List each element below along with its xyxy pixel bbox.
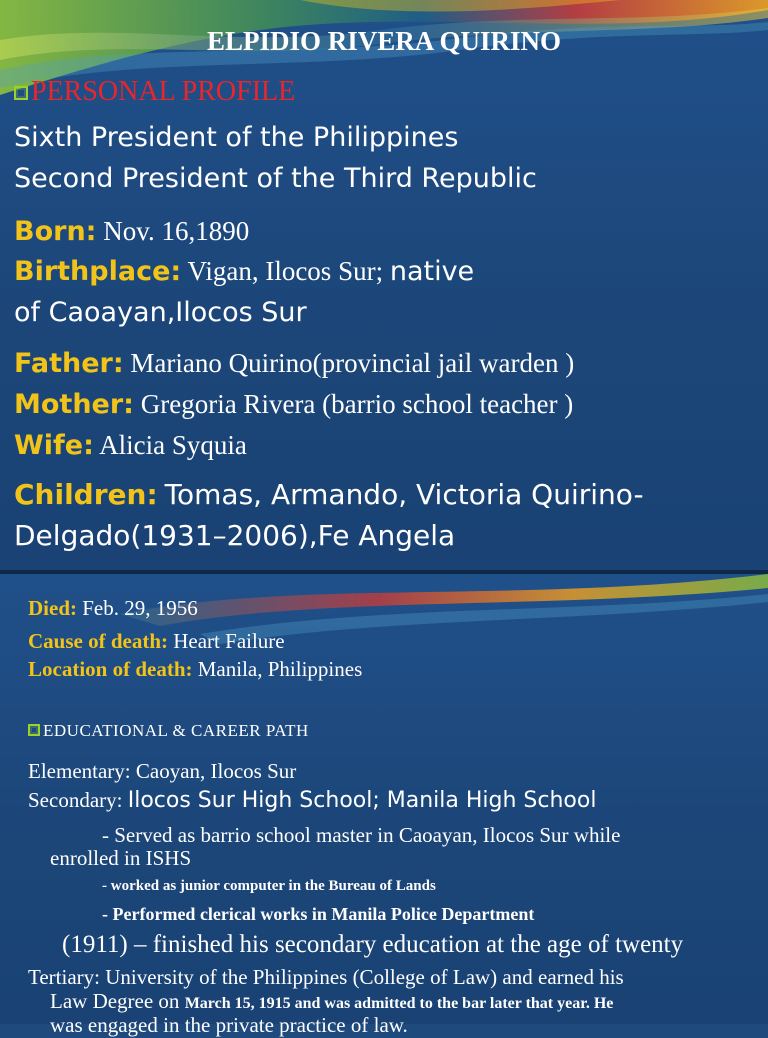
born-value: Nov. 16,1890 — [103, 216, 250, 246]
performed-line: - Performed clerical works in Manila Police Department — [102, 904, 535, 924]
section-heading-text: EDUCATIONAL & CAREER PATH — [43, 721, 309, 740]
cause-label: Cause of death: — [28, 629, 168, 653]
children-row — [14, 478, 644, 512]
elementary-row: Elementary: Caoyan, Ilocos Sur — [28, 759, 297, 783]
mother-label: Mother: — [14, 389, 134, 420]
finished-line: (1911) – finished his secondary education at the age of twenty — [62, 931, 684, 958]
secondary-label: Secondary: — [28, 788, 123, 812]
wife-label: Wife: — [14, 430, 94, 461]
secondary-value: Ilocos Sur High School; Manila High School — [127, 788, 597, 813]
father-row — [14, 348, 574, 379]
secondary-row — [28, 788, 596, 813]
location-label: Location of death: — [28, 657, 193, 681]
education-slide — [0, 574, 768, 1037]
birthplace-extra: native — [389, 256, 475, 287]
wife-row — [14, 430, 247, 461]
birthplace-extra-line: of Caoayan,Ilocos Sur — [14, 297, 307, 328]
children-label: Children: — [14, 478, 158, 511]
died-row — [28, 596, 198, 621]
died-value: Feb. 29, 1956 — [82, 596, 198, 620]
tertiary-line-2b: March 15, 1915 and was admitted to the bar later that year. He — [184, 995, 614, 1012]
cause-value: Heart Failure — [173, 629, 285, 653]
subtitle-line-1: Sixth President of the Philippines — [14, 122, 459, 153]
tertiary-line-2a: Law Degree on — [50, 989, 180, 1013]
birthplace-value: Vigan, Ilocos Sur; — [187, 256, 384, 286]
born-row — [14, 216, 249, 247]
father-value: Mariano Quirino(provincial jail warden ) — [130, 348, 575, 378]
tertiary-line-3: was engaged in the private practice of law. — [50, 1013, 408, 1037]
section-heading-education — [28, 721, 309, 741]
tertiary-line-2 — [50, 989, 613, 1014]
tertiary-row — [28, 965, 624, 990]
birthplace-row — [14, 256, 474, 287]
subtitle-line-2: Second President of the Third Republic — [14, 163, 537, 194]
worked-line: - worked as junior computer in the Bureau of Lands — [102, 878, 436, 894]
served-line-1: - Served as barrio school master in Caoayan, Ilocos Sur while — [102, 823, 621, 847]
father-label: Father: — [14, 348, 124, 379]
children-value: Tomas, Armando, Victoria Quirino- — [164, 478, 644, 511]
cause-row — [28, 629, 285, 654]
died-label: Died: — [28, 596, 77, 620]
birthplace-label: Birthplace: — [14, 256, 182, 287]
page-title: ELPIDIO RIVERA QUIRINO — [206, 26, 562, 56]
tertiary-label: Tertiary: — [28, 965, 100, 989]
mother-row — [14, 389, 573, 420]
born-label: Born: — [14, 216, 97, 247]
checkbox-bullet-icon — [14, 86, 28, 100]
served-line-2: enrolled in ISHS — [50, 846, 192, 870]
location-value: Manila, Philippines — [197, 657, 363, 681]
section-heading-personal — [14, 76, 295, 108]
children-value-line-2: Delgado(1931–2006),Fe Angela — [14, 519, 456, 552]
mother-value: Gregoria Rivera (barrio school teacher ) — [140, 389, 574, 419]
decorative-swoosh — [0, 0, 768, 130]
section-heading-text: PERSONAL PROFILE — [31, 76, 296, 107]
tertiary-value: University of the Philippines (College of Law) and earned his — [105, 965, 624, 989]
location-row — [28, 657, 362, 682]
checkbox-bullet-icon — [28, 724, 40, 736]
wife-value: Alicia Syquia — [99, 430, 247, 460]
